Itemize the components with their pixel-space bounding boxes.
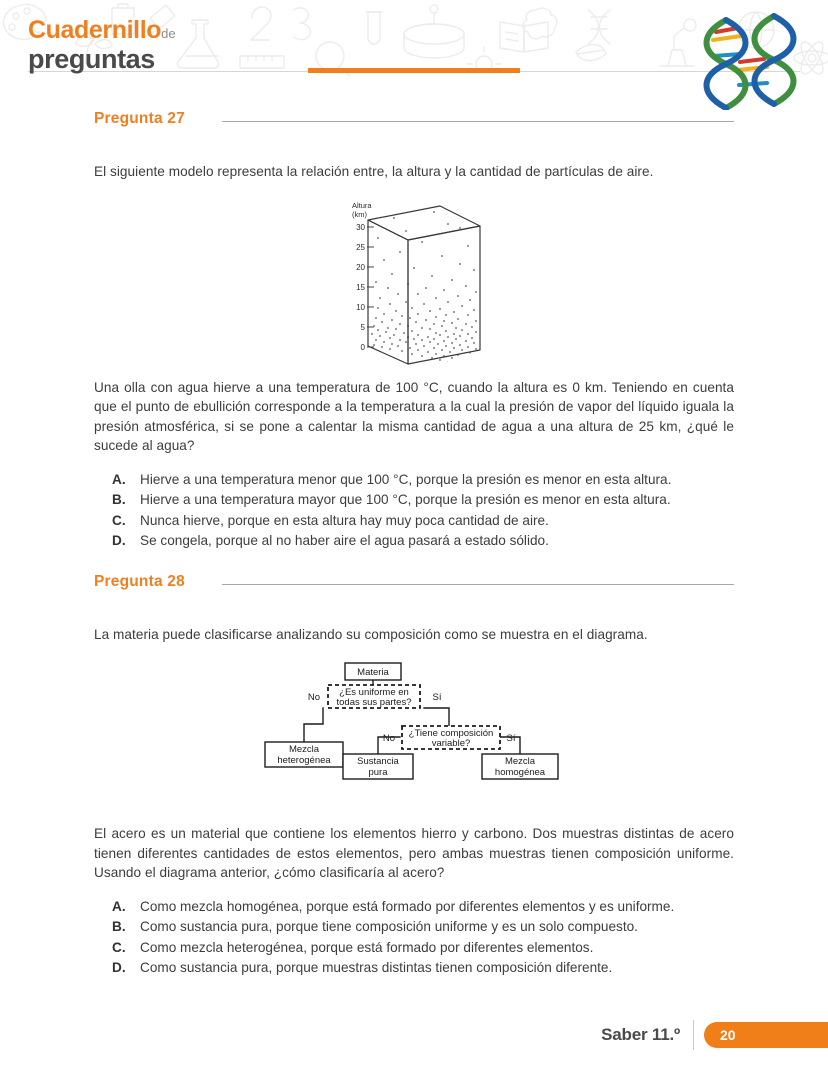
question-27-options: [112, 470, 734, 551]
option-text: Como mezcla homogénea, porque está formado por diferentes elementos y es uniforme.: [140, 898, 675, 914]
option-text: Como mezcla heterogénea, porque está formado por diferentes elementos.: [140, 939, 594, 955]
flow-edge-label-no-1: No: [307, 692, 321, 703]
footer-divider: [693, 1020, 694, 1050]
option-text: Como sustancia pura, porque muestras distintas tienen composición diferente.: [140, 960, 613, 975]
option-letter: D.: [112, 533, 126, 548]
option-row[interactable]: [112, 470, 734, 490]
option-row[interactable]: [112, 897, 734, 917]
svg-text:5: 5: [360, 322, 365, 332]
question-28-header: [0, 573, 828, 603]
option-letter: A.: [112, 471, 126, 487]
question-28-options: [112, 897, 734, 978]
matter-classification-flowchart: [0, 654, 828, 824]
dna-helix-icon: [686, 12, 806, 110]
svg-text:30: 30: [356, 222, 365, 232]
prism-air-particles-figure: [0, 194, 828, 370]
option-row[interactable]: [112, 917, 734, 937]
flow-decision-uniforme-line1: ¿Es uniforme en: [339, 687, 409, 698]
question-28-header-rule: [222, 584, 734, 585]
flow-node-sustancia-pura: [343, 754, 413, 779]
flow-node-mezcla-homogenea-line2: homogénea: [494, 767, 546, 778]
prism-axis-title-line1: Altura: [352, 200, 372, 210]
flow-node-materia: [345, 663, 401, 680]
page-number-badge: 20: [704, 1022, 828, 1048]
option-text: Hierve a una temperatura mayor que 100 °C, porque la presión es menor en esta altura.: [140, 492, 671, 507]
flow-node-sustancia-pura-line1: Sustancia: [357, 756, 399, 767]
page-footer: [0, 1011, 828, 1071]
flow-decision-composicion: [402, 726, 500, 749]
flow-decision-uniforme: [328, 685, 420, 708]
page-content: [0, 110, 828, 979]
brand-line-one: [28, 18, 176, 43]
option-row[interactable]: [112, 958, 734, 978]
option-row[interactable]: [112, 490, 734, 510]
exam-name-label: Saber 11.º: [601, 1025, 680, 1044]
option-letter: C.: [112, 512, 126, 528]
svg-text:20: 20: [356, 262, 365, 272]
question-28-label: Pregunta 28: [94, 572, 185, 590]
svg-text:10: 10: [356, 302, 365, 312]
option-text: Se congela, porque al no haber aire el agua pasará a estado sólido.: [140, 533, 549, 548]
svg-text:15: 15: [356, 282, 365, 292]
option-letter: D.: [112, 960, 126, 975]
svg-text:0: 0: [360, 342, 365, 352]
flow-decision-composicion-line1: ¿Tiene composición: [408, 728, 494, 739]
option-text: Como sustancia pura, porque tiene composición uniforme y es un solo compuesto.: [140, 919, 638, 934]
flow-node-mezcla-homogenea: [482, 754, 558, 779]
flow-edge-label-si-2: Sí: [506, 733, 516, 744]
question-27-label: Pregunta 27: [94, 110, 185, 127]
option-row[interactable]: [112, 511, 734, 531]
question-28-stem: El acero es un material que contiene los elementos hierro y carbono. Dos muestras distintas de acero tienen diferentes cantidades de estos elementos, pero ambas muestras tienen composición uniforme. Usando el diagrama anterior, ¿cómo clasificaría al acero?: [94, 826, 734, 880]
option-row[interactable]: [112, 531, 734, 551]
flow-node-mezcla-homogenea-line1: Mezcla: [504, 756, 536, 767]
page-header: [0, 0, 828, 110]
flow-node-mezcla-heterogenea-line2: heterogénea: [277, 755, 331, 766]
flow-node-mezcla-heterogenea: [265, 742, 343, 767]
option-text: Hierve a una temperatura menor que 100 °C, porque la presión es menor en esta altura.: [140, 471, 672, 487]
question-27-header: [0, 110, 828, 140]
brand-word-cuadernillo: Cuadernillo: [28, 16, 162, 44]
header-accent-bar: [308, 68, 520, 73]
question-block-27: [0, 110, 828, 551]
question-27-header-rule: [222, 121, 734, 122]
brand-title: [28, 18, 176, 73]
flow-decision-composicion-line2: variable?: [431, 738, 471, 749]
svg-text:25: 25: [356, 242, 365, 252]
option-letter: B.: [112, 919, 126, 934]
option-row[interactable]: [112, 938, 734, 958]
prism-axis-title-line2: (km): [352, 209, 367, 219]
question-28-intro: La materia puede clasificarse analizando su composición como se muestra en el diagrama.: [94, 626, 648, 642]
flow-node-sustancia-pura-line2: pura: [368, 767, 388, 778]
question-27-intro: El siguiente modelo representa la relación entre, la altura y la cantidad de partículas de aire.: [94, 164, 654, 179]
question-27-stem: Una olla con agua hierve a una temperatura de 100 °C, cuando la altura es 0 km. Teniendo en cuenta que el punto de ebullición corresponde a la temperatura a la cual la presión de vapor del líquido iguala la presión atmosférica, si se pone a calentar la misma cantidad de agua a una altura de 25 km, ¿qué le sucede al agua?: [94, 379, 734, 453]
brand-word-preguntas: preguntas: [28, 44, 155, 74]
brand-word-de: de: [161, 26, 176, 41]
flow-node-materia-label: Materia: [357, 667, 389, 678]
flow-decision-uniforme-line2: todas sus partes?: [336, 697, 412, 708]
question-block-28: [0, 573, 828, 978]
option-letter: C.: [112, 939, 126, 955]
option-letter: A.: [112, 898, 126, 914]
option-text: Nunca hierve, porque en esta altura hay muy poca cantidad de aire.: [140, 512, 549, 528]
flow-node-mezcla-heterogenea-line1: Mezcla: [288, 744, 320, 755]
flow-edge-label-si-1: Sí: [432, 692, 442, 703]
flow-edge-label-no-2: No: [382, 733, 396, 744]
option-letter: B.: [112, 492, 126, 507]
